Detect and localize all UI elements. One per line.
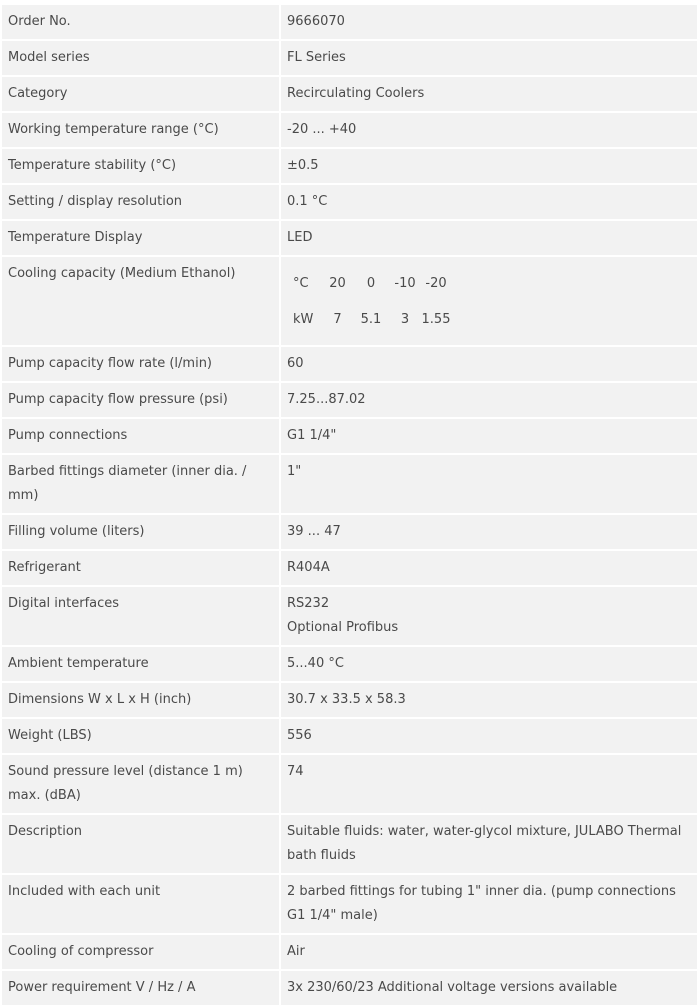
spec-label: Working temperature range (°C): [2, 113, 281, 147]
spec-value: -20 ... +40: [281, 113, 697, 147]
spec-row-filling-volume: [2, 515, 697, 549]
spec-row-model-series: [2, 41, 697, 75]
spec-value: 9666070: [281, 5, 697, 39]
spec-row-ambient-temperature: [2, 647, 697, 681]
spec-value: FL Series: [281, 41, 697, 75]
spec-value: 3x 230/60/23 Additional voltage versions available: [281, 971, 697, 1005]
spec-row-temperature-stability: [2, 149, 697, 183]
spec-row-pump-flow-pressure: [2, 383, 697, 417]
spec-value: 2 barbed fittings for tubing 1" inner dia. (pump connections G1 1/4" male): [281, 875, 697, 933]
spec-row-refrigerant: [2, 551, 697, 585]
spec-label: Filling volume (liters): [2, 515, 281, 549]
spec-label: Pump capacity flow rate (l/min): [2, 347, 281, 381]
spec-row-compressor-cooling: [2, 935, 697, 969]
spec-row-pump-connections: [2, 419, 697, 453]
grid-cell: °C: [293, 276, 309, 291]
spec-label: Model series: [2, 41, 281, 75]
spec-value: Recirculating Coolers: [281, 77, 697, 111]
spec-row-temperature-display: [2, 221, 697, 255]
spec-row-included: [2, 875, 697, 933]
spec-row-digital-interfaces: [2, 587, 697, 645]
cooling-capacity-power-row: [287, 302, 451, 338]
spec-label: Refrigerant: [2, 551, 281, 585]
spec-label: Sound pressure level (distance 1 m) max. (dBA): [2, 755, 281, 813]
grid-cell: kW: [293, 312, 314, 327]
spec-value: ±0.5: [281, 149, 697, 183]
spec-row-working-temperature: [2, 113, 697, 147]
spec-value: 5...40 °C: [281, 647, 697, 681]
spec-row-weight: [2, 719, 697, 753]
spec-value: Air: [281, 935, 697, 969]
spec-label: Power requirement V / Hz / A: [2, 971, 281, 1005]
spec-label: Pump capacity flow pressure (psi): [2, 383, 281, 417]
spec-value: 39 ... 47: [281, 515, 697, 549]
spec-label: Cooling of compressor: [2, 935, 281, 969]
spec-row-order-no: [2, 5, 697, 39]
spec-value: 30.7 x 33.5 x 58.3: [281, 683, 697, 717]
spec-label: Barbed fittings diameter (inner dia. / mm): [2, 455, 281, 513]
spec-label: Ambient temperature: [2, 647, 281, 681]
spec-label: Setting / display resolution: [2, 185, 281, 219]
spec-label: Category: [2, 77, 281, 111]
spec-label: Weight (LBS): [2, 719, 281, 753]
spec-value: LED: [281, 221, 697, 255]
spec-label: Dimensions W x L x H (inch): [2, 683, 281, 717]
spec-row-pump-flow-rate: [2, 347, 697, 381]
spec-row-description: [2, 815, 697, 873]
spec-value: Suitable fluids: water, water-glycol mixture, JULABO Thermal bath fluids: [281, 815, 697, 873]
spec-row-category: [2, 77, 697, 111]
spec-value: 556: [281, 719, 697, 753]
spec-value: 0.1 °C: [281, 185, 697, 219]
grid-cell: 5.1: [360, 312, 382, 327]
spec-row-sound-pressure: [2, 755, 697, 813]
spec-row-power-requirement: [2, 971, 697, 1005]
spec-value: [281, 587, 697, 645]
grid-cell: -10: [394, 276, 416, 291]
grid-cell: 3: [400, 312, 410, 327]
spec-label: Cooling capacity (Medium Ethanol): [2, 257, 281, 345]
spec-value: R404A: [281, 551, 697, 585]
spec-value: 74: [281, 755, 697, 813]
spec-row-dimensions: [2, 683, 697, 717]
spec-value: [281, 257, 697, 345]
grid-cell: 20: [329, 276, 346, 291]
spec-row-cooling-capacity: [2, 257, 697, 345]
interface-line: RS232: [287, 596, 330, 611]
grid-cell: 0: [366, 276, 376, 291]
cooling-capacity-grid: [287, 266, 451, 338]
spec-label: Temperature stability (°C): [2, 149, 281, 183]
spec-label: Digital interfaces: [2, 587, 281, 645]
spec-row-display-resolution: [2, 185, 697, 219]
spec-value: 7.25...87.02: [281, 383, 697, 417]
grid-cell: 1.55: [421, 312, 451, 327]
spec-label: Temperature Display: [2, 221, 281, 255]
grid-cell: -20: [425, 276, 447, 291]
spec-label: Description: [2, 815, 281, 873]
spec-value: 1": [281, 455, 697, 513]
grid-cell: 7: [333, 312, 342, 327]
spec-table: [2, 3, 697, 1007]
cooling-capacity-temperature-row: [287, 266, 451, 302]
spec-value: 60: [281, 347, 697, 381]
spec-label: Included with each unit: [2, 875, 281, 933]
spec-label: Order No.: [2, 5, 281, 39]
spec-value: G1 1/4": [281, 419, 697, 453]
spec-row-barbed-fittings: [2, 455, 697, 513]
interface-line: Optional Profibus: [287, 620, 399, 635]
spec-label: Pump connections: [2, 419, 281, 453]
